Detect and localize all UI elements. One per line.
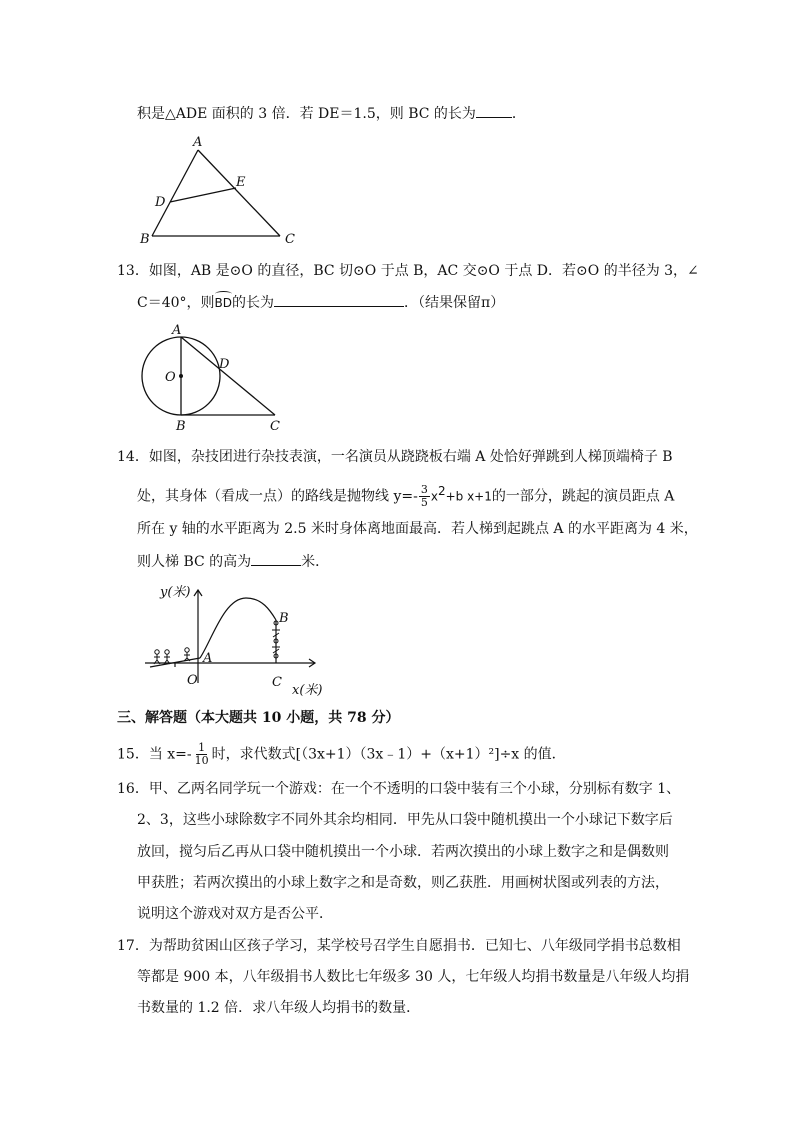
q17-line-1: 17．为帮助贫困山区孩子学习，某学校号召学生自愿捐书．已知七、八年级同学捐书总数相 — [117, 938, 681, 954]
q12-answer-blank — [476, 104, 512, 118]
q14-fraction-den: 5 — [420, 496, 428, 510]
q15-fraction — [193, 742, 211, 767]
seesaw-figures — [154, 648, 190, 664]
q16-line-4: 甲获胜；若两次摸出的小球上数字之和是奇数，则乙获胜．用画树状图或列表的方法， — [137, 875, 669, 891]
q13-line-2-pre: C＝40°，则 — [137, 295, 215, 311]
q15-fraction-den: 10 — [194, 754, 209, 767]
q13-line-2-post: ．（结果保留π） — [404, 295, 505, 311]
q14-line-4-post: 米． — [301, 554, 330, 570]
q17-line-2: 等都是 900 本，八年级捐书人数比七年级多 30 人，七年级人均捐书数量是八年级人均捐 — [137, 969, 690, 985]
q12-text-line — [137, 104, 526, 123]
q14-exponent: 2 — [437, 484, 446, 498]
center-o-dot — [179, 374, 183, 378]
x-axis-arrow — [309, 659, 315, 667]
q14-line-4-pre: 则人梯 BC 的高为 — [137, 554, 252, 570]
q16-line-3: 放回，搅匀后乙再从口袋中随机摸出一个小球．若两次摸出的小球上数字之和是偶数则 — [137, 844, 669, 860]
seesaw-board — [150, 658, 200, 667]
q13-answer-blank — [274, 293, 404, 307]
segment-ab — [152, 150, 198, 236]
q14-x-term: x — [430, 489, 438, 504]
q15-pre: 15．当 x=- — [117, 746, 192, 763]
segment-ac — [198, 150, 280, 236]
q12-label-a: A — [193, 135, 203, 150]
q15-post: 时，求代数式[（3x+1）（3x﹣1）+（x+1）²]÷x 的值． — [211, 746, 566, 763]
q13-label-b: B — [176, 419, 186, 434]
parabola-path — [200, 598, 276, 658]
q13-label-c: C — [270, 419, 280, 434]
y-axis-arrow — [194, 590, 202, 596]
q12-label-b: B — [140, 232, 150, 247]
q13-line-2-mid: 的长为 — [232, 295, 275, 311]
q14-label-o: O — [187, 673, 198, 688]
q12-text: 积是△ADE 面积的 3 倍．若 DE＝1.5，则 BC 的长为 — [137, 106, 476, 122]
q14-label-x-axis: x(米) — [292, 683, 323, 698]
q13-label-o: O — [165, 370, 176, 385]
q14-line-2-post: 的一部分，跳起的演员距点 A — [491, 488, 675, 505]
segment-de — [170, 188, 236, 202]
q14-line-2 — [137, 482, 674, 509]
q13-label-d: D — [219, 357, 230, 372]
q15-line — [117, 742, 566, 767]
q14-line-2-pre: 处，其身体（看成一点）的路线是抛物线 y=- — [137, 488, 418, 505]
q14-label-b: B — [279, 611, 289, 626]
section-3-heading: 三、解答题（本大题共 10 小题，共 78 分） — [117, 710, 400, 726]
q12-label-d: D — [155, 195, 166, 210]
arc-bd-label: BD — [215, 291, 232, 312]
segment-ac — [181, 337, 275, 415]
q13-label-a: A — [172, 323, 182, 338]
circle-o — [142, 337, 220, 415]
q14-fraction — [419, 484, 430, 509]
q12-label-c: C — [285, 232, 295, 247]
q16-line-5: 说明这个游戏对双方是否公平． — [137, 906, 333, 922]
q12-label-e: E — [236, 175, 246, 190]
q14-line-3: 所在 y 轴的水平距离为 2.5 米时身体离地面最高．若人梯到起跳点 A 的水平距离为 4 米， — [137, 521, 698, 537]
q14-rest: +b x+1 — [445, 489, 492, 504]
q14-label-c: C — [272, 675, 282, 690]
q14-line-1: 14．如图，杂技团进行杂技表演，一名演员从跷跷板右端 A 处恰好弹跳到人梯顶端椅子 B — [117, 449, 673, 465]
q15-fraction-num: 1 — [198, 741, 206, 754]
q14-fraction-num: 3 — [420, 483, 428, 497]
q14-label-a: A — [203, 651, 213, 666]
q13-line-2 — [137, 291, 504, 312]
q12-tail: ． — [511, 106, 526, 122]
q13-line-1: 13．如图，AB 是⊙O 的直径，BC 切⊙O 于点 B，AC 交⊙O 于点 D．若⊙O 的半径为 3，∠ — [117, 263, 699, 279]
q16-line-2: 2、3，这些小球除数字不同外其余均相同．甲先从口袋中随机摸出一个小球记下数字后 — [137, 812, 673, 828]
q17-line-3: 书数量的 1.2 倍．求八年级人均捐书的数量． — [137, 1000, 421, 1016]
q14-line-4 — [137, 552, 329, 571]
q16-line-1: 16．甲、乙两名同学玩一个游戏：在一个不透明的口袋中装有三个小球，分别标有数字 1、 — [117, 781, 681, 797]
q14-label-y-axis: y(米) — [160, 585, 191, 600]
ladder-figures — [272, 621, 280, 658]
q14-answer-blank — [251, 552, 301, 566]
